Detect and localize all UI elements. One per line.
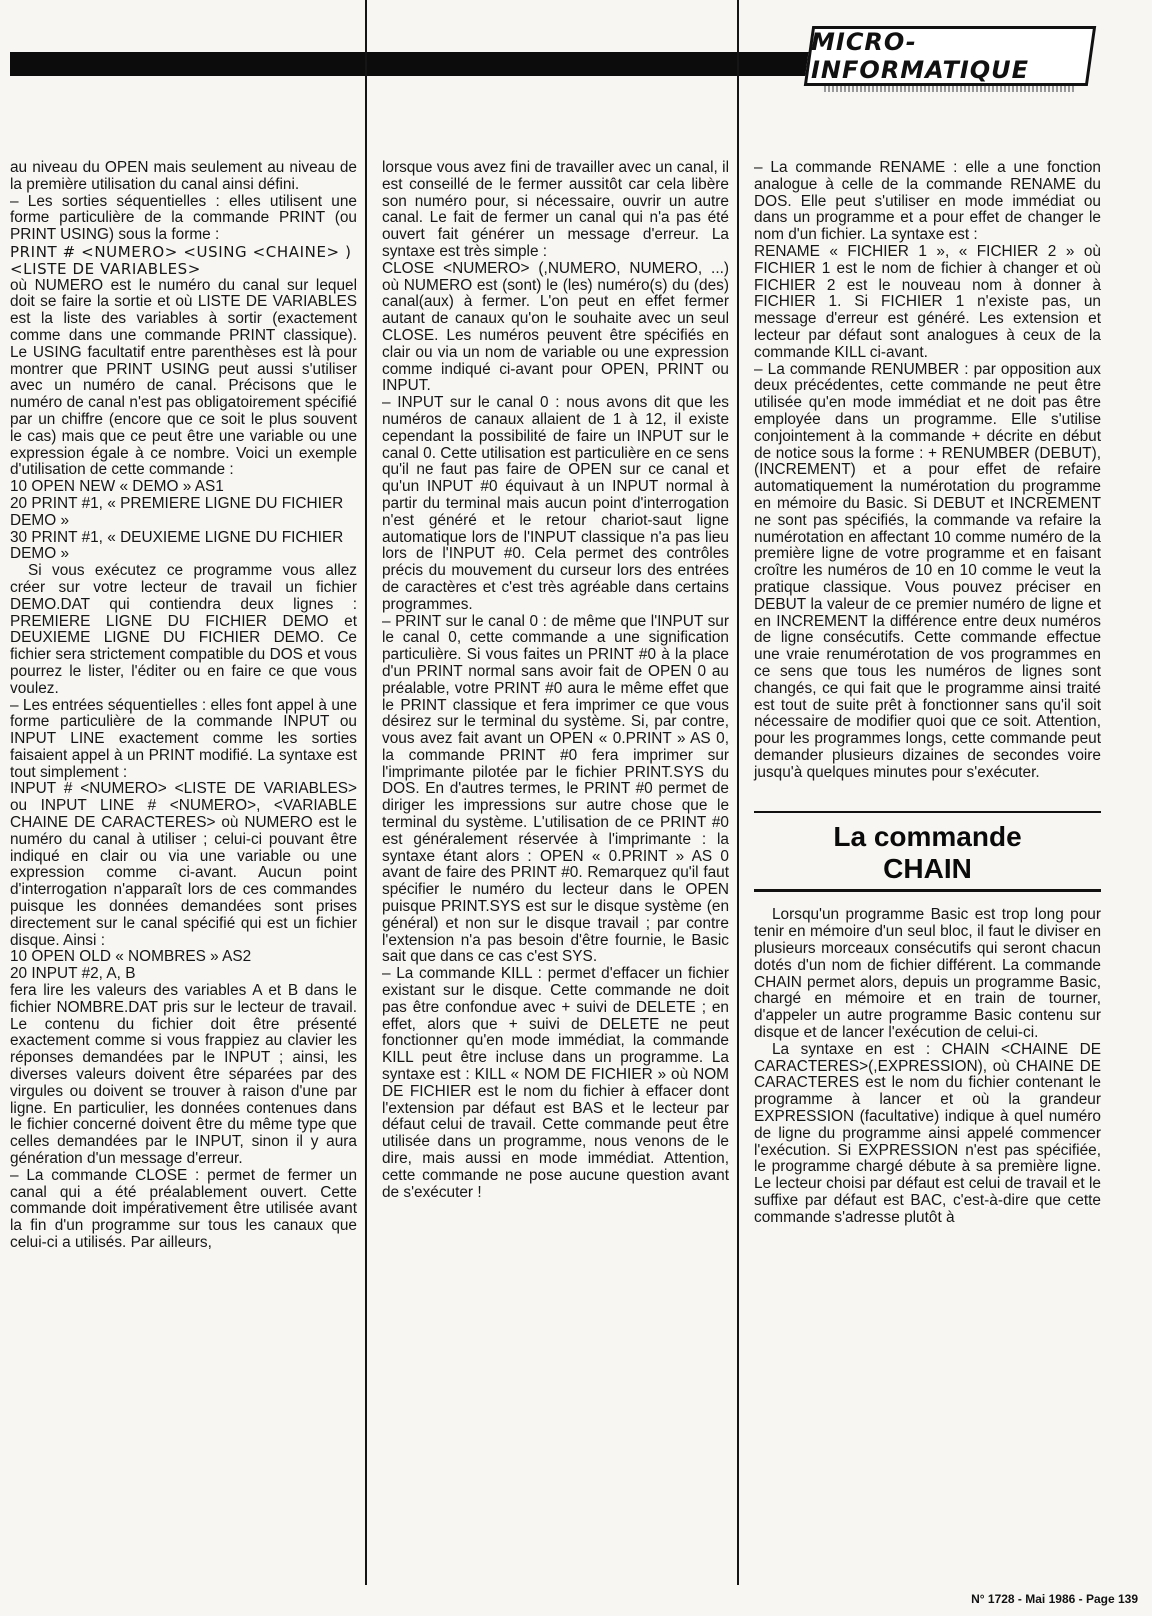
section-rule	[754, 811, 1101, 813]
paragraph: CLOSE <NUMERO> (,NUMERO, NUMERO, ...) où NUMERO est (sont) le (les) numéro(s) du (des) canal(aux) à fermer. L'on peut en effet fermer autant de canaux qu'on le souhaite avec un seul CLOSE. Les numéros peuvent être spécifiés en clair ou via un nom de variable ou une expression comme indiqué ci-avant pour OPEN, PRINT ou INPUT.	[382, 259, 729, 395]
column-3	[754, 160, 1101, 1227]
column-rule-right	[737, 0, 739, 1585]
code-line: 20 INPUT #2, A, B	[10, 965, 136, 983]
heading-line: CHAIN	[883, 853, 972, 885]
header-black-band	[10, 52, 810, 76]
column-1	[10, 160, 357, 1252]
page-footer: N° 1728 - Mai 1986 - Page 139	[971, 1592, 1138, 1606]
code-line: 10 OPEN NEW « DEMO » AS1	[10, 478, 224, 496]
column-2	[382, 160, 729, 1201]
paragraph: – La commande RENAME : elle a une fonction analogue à celle de la commande RENAME du DOS. Elle peut s'utiliser en mode immédiat ou dans un programme et a pour effet de changer le nom d'un fichier. La syntaxe est :	[754, 159, 1101, 244]
paragraph: – PRINT sur le canal 0 : de même que l'INPUT sur le canal 0, cette commande a une signification particulière. Si vous faites un PRINT #0 à la place d'un PRINT normal sans avoir fait de OPEN 0 au préalable, votre PRINT #0 aura le même effet que le PRINT classique et fera imprimer ce que vous désirez sur le terminal du système. Si, par contre, vous avez fait avant un OPEN « 0.PRINT » AS 0, la commande PRINT #0 fera imprimer sur l'imprimante pilotée par le fichier PRINT.SYS du DOS. En d'autres termes, le PRINT #0 permet de diriger les impressions sur autre chose que le terminal du système. L'utilisation de ce PRINT #0 est généralement réservée à l'imprimante : la syntaxe étant alors : OPEN « 0.PRINT » AS 0 avant de faire des PRINT #0. Remarquez qu'il faut spécifier le numéro du lecteur dans le OPEN puisque PRINT.SYS est sur le disque système (en général) et non sur le disque travail ; par contre l'extension n'a pas besoin d'être fournie, le Basic sait que dans ce cas c'est SYS.	[382, 612, 729, 966]
column-rule-left	[365, 0, 367, 1585]
paragraph: – La commande KILL : permet d'effacer un fichier existant sur le disque. Cette commande ne doit pas être confondue avec + suivi de DELETE ; en effet, alors que + suivi de DELETE ne peut fonctionner qu'en mode immédiat, la commande KILL peut être incluse dans un programme. La syntaxe est : KILL « NOM DE FICHIER » où NOM DE FICHIER est le nom du fichier à effacer dont l'extension par défaut est BAS et le lecteur par défaut celui de travail. Cette commande peut être utilisée dans un programme, nous venons de le dire, mais aussi en mode immédiat. Attention, cette commande ne pose aucune question avant de s'exécuter !	[382, 965, 729, 1201]
chain-section-heading	[754, 821, 1101, 892]
paragraph: RENAME « FICHIER 1 », « FICHIER 2 » où FICHIER 1 est le nom de fichier à changer et où FICHIER 2 est le nouveau nom à donner à FICHIER 1. Si FICHIER 1 n'existe pas, un message d'erreur est généré. Les extension et lecteur par défaut sont analogues à ceux de la commande KILL ci-avant.	[754, 242, 1101, 361]
code-line: 20 PRINT #1, « PREMIERE LIGNE DU FICHIER DEMO »	[10, 494, 344, 529]
code-line: 30 PRINT #1, « DEUXIEME LIGNE DU FICHIER DEMO »	[10, 528, 344, 563]
paragraph: INPUT # <NUMERO> <LISTE DE VARIABLES> ou INPUT LINE # <NUMERO>, <VARIABLE CHAINE DE CARACTERES> où NUMERO est le numéro du canal à utiliser ; celui-ci pouvant être indiqué en clair ou via une variable ou une expression comme ci-avant. Aucun point d'interrogation n'apparaît lors de ces commandes puisque les données demandées sont prises directement sur le canal spécifié qui est un fichier disque. Ainsi :	[10, 780, 357, 949]
section-badge	[804, 26, 1096, 86]
section-title: MICRO-INFORMATIQUE	[811, 28, 1030, 84]
paragraph: La syntaxe en est : CHAIN <CHAINE DE CARACTERES>(,EXPRESSION), où CHAINE DE CARACTERES est le nom du fichier contenant le programme à lancer et où la grandeur EXPRESSION (facultative) indique à quel numéro de ligne du programme ainsi appelé commencer l'exécution. Si EXPRESSION n'est pas spécifiée, le programme chargé débute à sa première ligne. Le lecteur choisi par défaut est celui de travail et le suffixe par défaut est BAC, c'est-à-dire que cette commande s'adresse plutôt à	[754, 1040, 1101, 1226]
paragraph: – Les sorties séquentielles : elles utilisent une forme particulière de la commande PRINT (ou PRINT USING) sous la forme :	[10, 192, 357, 244]
paragraph: Si vous exécutez ce programme vous allez créer sur votre lecteur de travail un fichier DEMO.DAT qui contiendra deux lignes : PREMIERE LIGNE DU FICHIER DEMO et DEUXIEME LIGNE DU FICHIER DEMO. Ce fichier sera strictement compatible du DOS et vous pourrez le lister, l'éditer ou en faire ce que vous voulez.	[10, 562, 357, 697]
section-badge-shadow	[824, 86, 1074, 92]
paragraph: – La commande CLOSE : permet de fermer un canal qui a été préalablement ouvert. Cette commande doit impérativement être utilisée avant la fin d'un programme sur tous les canaux que celui-ci a utilisés. Par ailleurs,	[10, 1166, 357, 1251]
paragraph: – La commande RENUMBER : par opposition aux deux précédentes, cette commande ne peut être utilisée qu'en mode immédiat et ne doit pas être employée dans un programme. Elle s'utilise conjointement à la commande + décrite en début de notice sous la forme : + RENUMBER (DEBUT), (INCREMENT) et a pour effet de refaire automatiquement la numérotation du programme en mémoire du Basic. Si DEBUT et INCREMENT ne sont pas spécifiés, la commande va refaire la numérotation en affectant 10 comme numéro de la première ligne de votre programme et en faisant croître les numéros de 10 en 10 comme le veut la pratique classique. Vous pouvez préciser en DEBUT la valeur de ce premier numéro de ligne et en INCREMENT la différence entre deux numéros de ligne consécutifs. Cette commande effectue une vraie renumérotation de vos programmes en ce sens que tous les numéros de lignes sont changés, ce qui fait que le programme ainsi traité est tout de suite prêt à fonctionner sans qu'il soit nécessaire de modifier quoi que ce soit. Attention, pour les programmes longs, cette commande peut demander plusieurs dizaines de secondes voire jusqu'à quelques minutes pour s'exécuter.	[754, 360, 1101, 781]
paragraph: au niveau du OPEN mais seulement au niveau de la première utilisation du canal ainsi défini.	[10, 159, 357, 193]
paragraph: – Les entrées séquentielles : elles font appel à une forme particulière de la commande INPUT ou INPUT LINE exactement comme les sorties faisaient appel à un PRINT modifié. La syntaxe est tout simplement :	[10, 696, 357, 781]
code-line: PRINT # <NUMERO> <USING <CHAINE> ) <LISTE DE VARIABLES>	[10, 242, 352, 278]
paragraph: fera lire les valeurs des variables A et B dans le fichier NOMBRE.DAT pris sur le lecteur de travail. Le contenu du fichier doit être présenté exactement comme si vous frappiez au clavier les réponses demandées par le INPUT ; ainsi, les diverses valeurs doivent être séparées par des virgules ou doivent se trouver à raison d'une par ligne. En particulier, les données contenues dans le fichier concerné doivent être du même type que celles demandées par le INPUT, sinon il y aura génération d'un message d'erreur.	[10, 982, 357, 1168]
heading-line: La commande	[833, 821, 1022, 853]
paragraph: Lorsqu'un programme Basic est trop long pour tenir en mémoire d'un seul bloc, il faut le diviser en plusieurs morceaux consécutifs qui seront chacun dotés d'un nom de fichier différent. La commande CHAIN permet alors, depuis un programme Basic, chargé en mémoire et en train de tourner, d'appeler un autre programme Basic contenu sur disque et de lancer l'exécution de celui-ci.	[754, 906, 1101, 1042]
code-line: 10 OPEN OLD « NOMBRES » AS2	[10, 948, 252, 966]
paragraph: lorsque vous avez fini de travailler avec un canal, il est conseillé de le fermer aussitôt car cela libère son numéro pour, si nécessaire, ouvrir un autre canal. Le fait de fermer un canal qui n'a pas été ouvert fait générer un message d'erreur. La syntaxe est très simple :	[382, 159, 729, 260]
paragraph: – INPUT sur le canal 0 : nous avons dit que les numéros de canaux allaient de 1 à 12, il existe cependant la possibilité de faire un INPUT sur le canal 0. Cette utilisation est particulière en ce sens qu'il ne faut pas faire de OPEN sur ce canal et qu'un INPUT #0 équivaut à un INPUT normal à partir du terminal mais aucun point d'interrogation n'est généré et le retour chariot-saut ligne automatique lors de l'INPUT classique n'a pas lieu lors de l'INPUT #0. Cela permet des contrôles précis du mouvement du curseur lors des entrées de caractères et c'est très agréable dans certains programmes.	[382, 394, 729, 613]
paragraph: où NUMERO est le numéro du canal sur lequel doit se faire la sortie et où LISTE DE VARIABLES est la liste des variables à sortir (exactement comme dans une commande PRINT classique). Le USING facultatif entre parenthèses est là pour montrer que PRINT USING peut aussi s'utiliser avec un numéro de canal. Précisons que le numéro de canal n'est pas obligatoirement spécifié par un chiffre (encore que ce soit le plus souvent le cas) mais que ce peut être une variable ou une expression égale à ce nombre. Voici un exemple d'utilisation de cette commande :	[10, 276, 357, 479]
